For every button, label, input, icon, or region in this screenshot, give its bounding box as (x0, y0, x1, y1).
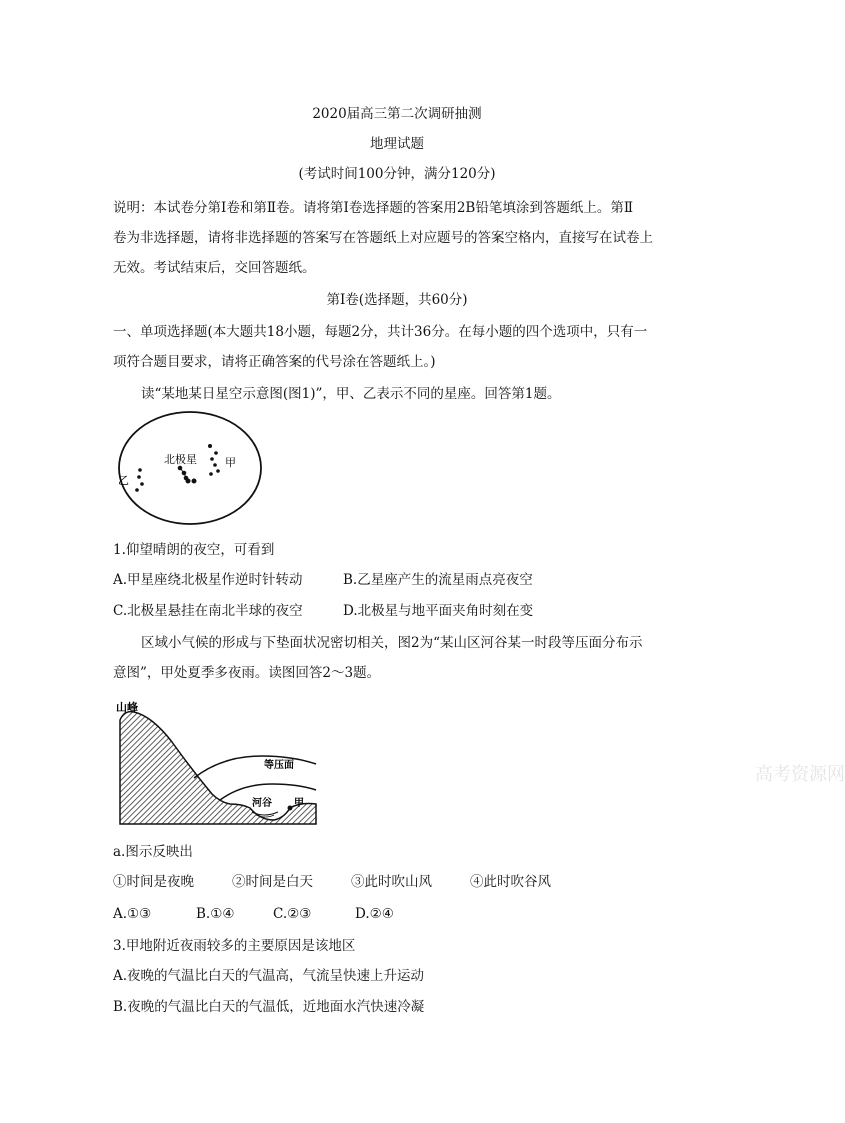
constellation-yi-label: 乙 (118, 474, 129, 487)
question2-statement-1: ①时间是夜晚 (113, 874, 194, 890)
question2-statement-4: ④此时吹谷风 (470, 874, 551, 890)
question2-option-c[interactable]: C.②③ (273, 906, 312, 922)
constellation-jia (208, 444, 220, 476)
section-desc-line-2: 项符合题目要求，请将正确答案的代号涂在答题纸上。) (113, 354, 436, 370)
question2-intro-line-1: 区域小气候的形成与下垫面状况密切相关，图2为“某山区河谷某一时段等压面分布示 (141, 635, 643, 651)
constellation-yi (135, 468, 144, 492)
valley-isobar-figure (112, 698, 322, 828)
constellation-jia-label: 甲 (225, 456, 236, 469)
question2-stem: a.图示反映出 (113, 844, 193, 860)
location-jia-label: 甲 (294, 798, 304, 809)
instructions-line-2: 卷为非选择题，请将非选择题的答案写在答题纸上对应题号的答案空格内，直接写在试卷上 (113, 230, 653, 246)
polaris-label: 北极星 (164, 453, 197, 466)
instructions-line-3: 无效。考试结束后，交回答题纸。 (113, 260, 316, 276)
section-desc-line-1: 一、单项选择题(本大题共18小题，每题2分，共计36分。在每小题的四个选项中，只有一 (113, 324, 648, 340)
question3-option-b[interactable]: B.夜晚的气温比白天的气温低，近地面水汽快速冷凝 (113, 999, 425, 1015)
question2-intro-line-2: 意图”，甲处夏季多夜雨。读图回答2～3题。 (113, 665, 381, 681)
exam-title: 2020届高三第二次调研抽测 (312, 106, 482, 122)
question2-option-d[interactable]: D.②④ (355, 906, 394, 922)
watermark: 高考资源网 (755, 764, 845, 785)
question1-option-b[interactable]: B.乙星座产生的流星雨点亮夜空 (343, 572, 533, 588)
question3-option-a[interactable]: A.夜晚的气温比白天的气温高，气流呈快速上升运动 (113, 968, 425, 984)
question2-option-a[interactable]: A.①③ (113, 906, 152, 922)
isobar-label: 等压面 (264, 760, 294, 771)
question1-intro: 读“某地某日星空示意图(图1)”，甲、乙表示不同的星座。回答第1题。 (141, 386, 561, 402)
exam-info: (考试时间100分钟，满分120分) (298, 166, 496, 182)
part1-title: 第Ⅰ卷(选择题，共60分) (326, 292, 468, 308)
question2-statement-3: ③此时吹山风 (351, 874, 432, 890)
question1-stem: 1.仰望晴朗的夜空，可看到 (113, 542, 275, 558)
question1-option-c[interactable]: C.北极星悬挂在南北半球的夜空 (113, 603, 303, 619)
subject-title: 地理试题 (370, 136, 424, 152)
instructions-line-1: 说明：本试卷分第Ⅰ卷和第Ⅱ卷。请将第Ⅰ卷选择题的答案用2B铅笔填涂到答题纸上。第Ⅱ (113, 200, 634, 216)
peak-label: 山峰 (116, 701, 138, 714)
question2-statement-2: ②时间是白天 (232, 874, 313, 890)
polaris-constellation (178, 466, 196, 483)
question1-option-d[interactable]: D.北极星与地平面夹角时刻在变 (343, 603, 534, 619)
location-jia-marker (288, 806, 293, 811)
valley-label: 河谷 (252, 798, 272, 809)
isobar-upper (194, 756, 316, 778)
star-chart-figure (112, 410, 272, 528)
question3-stem: 3.甲地附近夜雨较多的主要原因是该地区 (113, 938, 356, 954)
question2-option-b[interactable]: B.①④ (196, 906, 235, 922)
question1-option-a[interactable]: A.甲星座绕北极星作逆时针转动 (113, 572, 303, 588)
